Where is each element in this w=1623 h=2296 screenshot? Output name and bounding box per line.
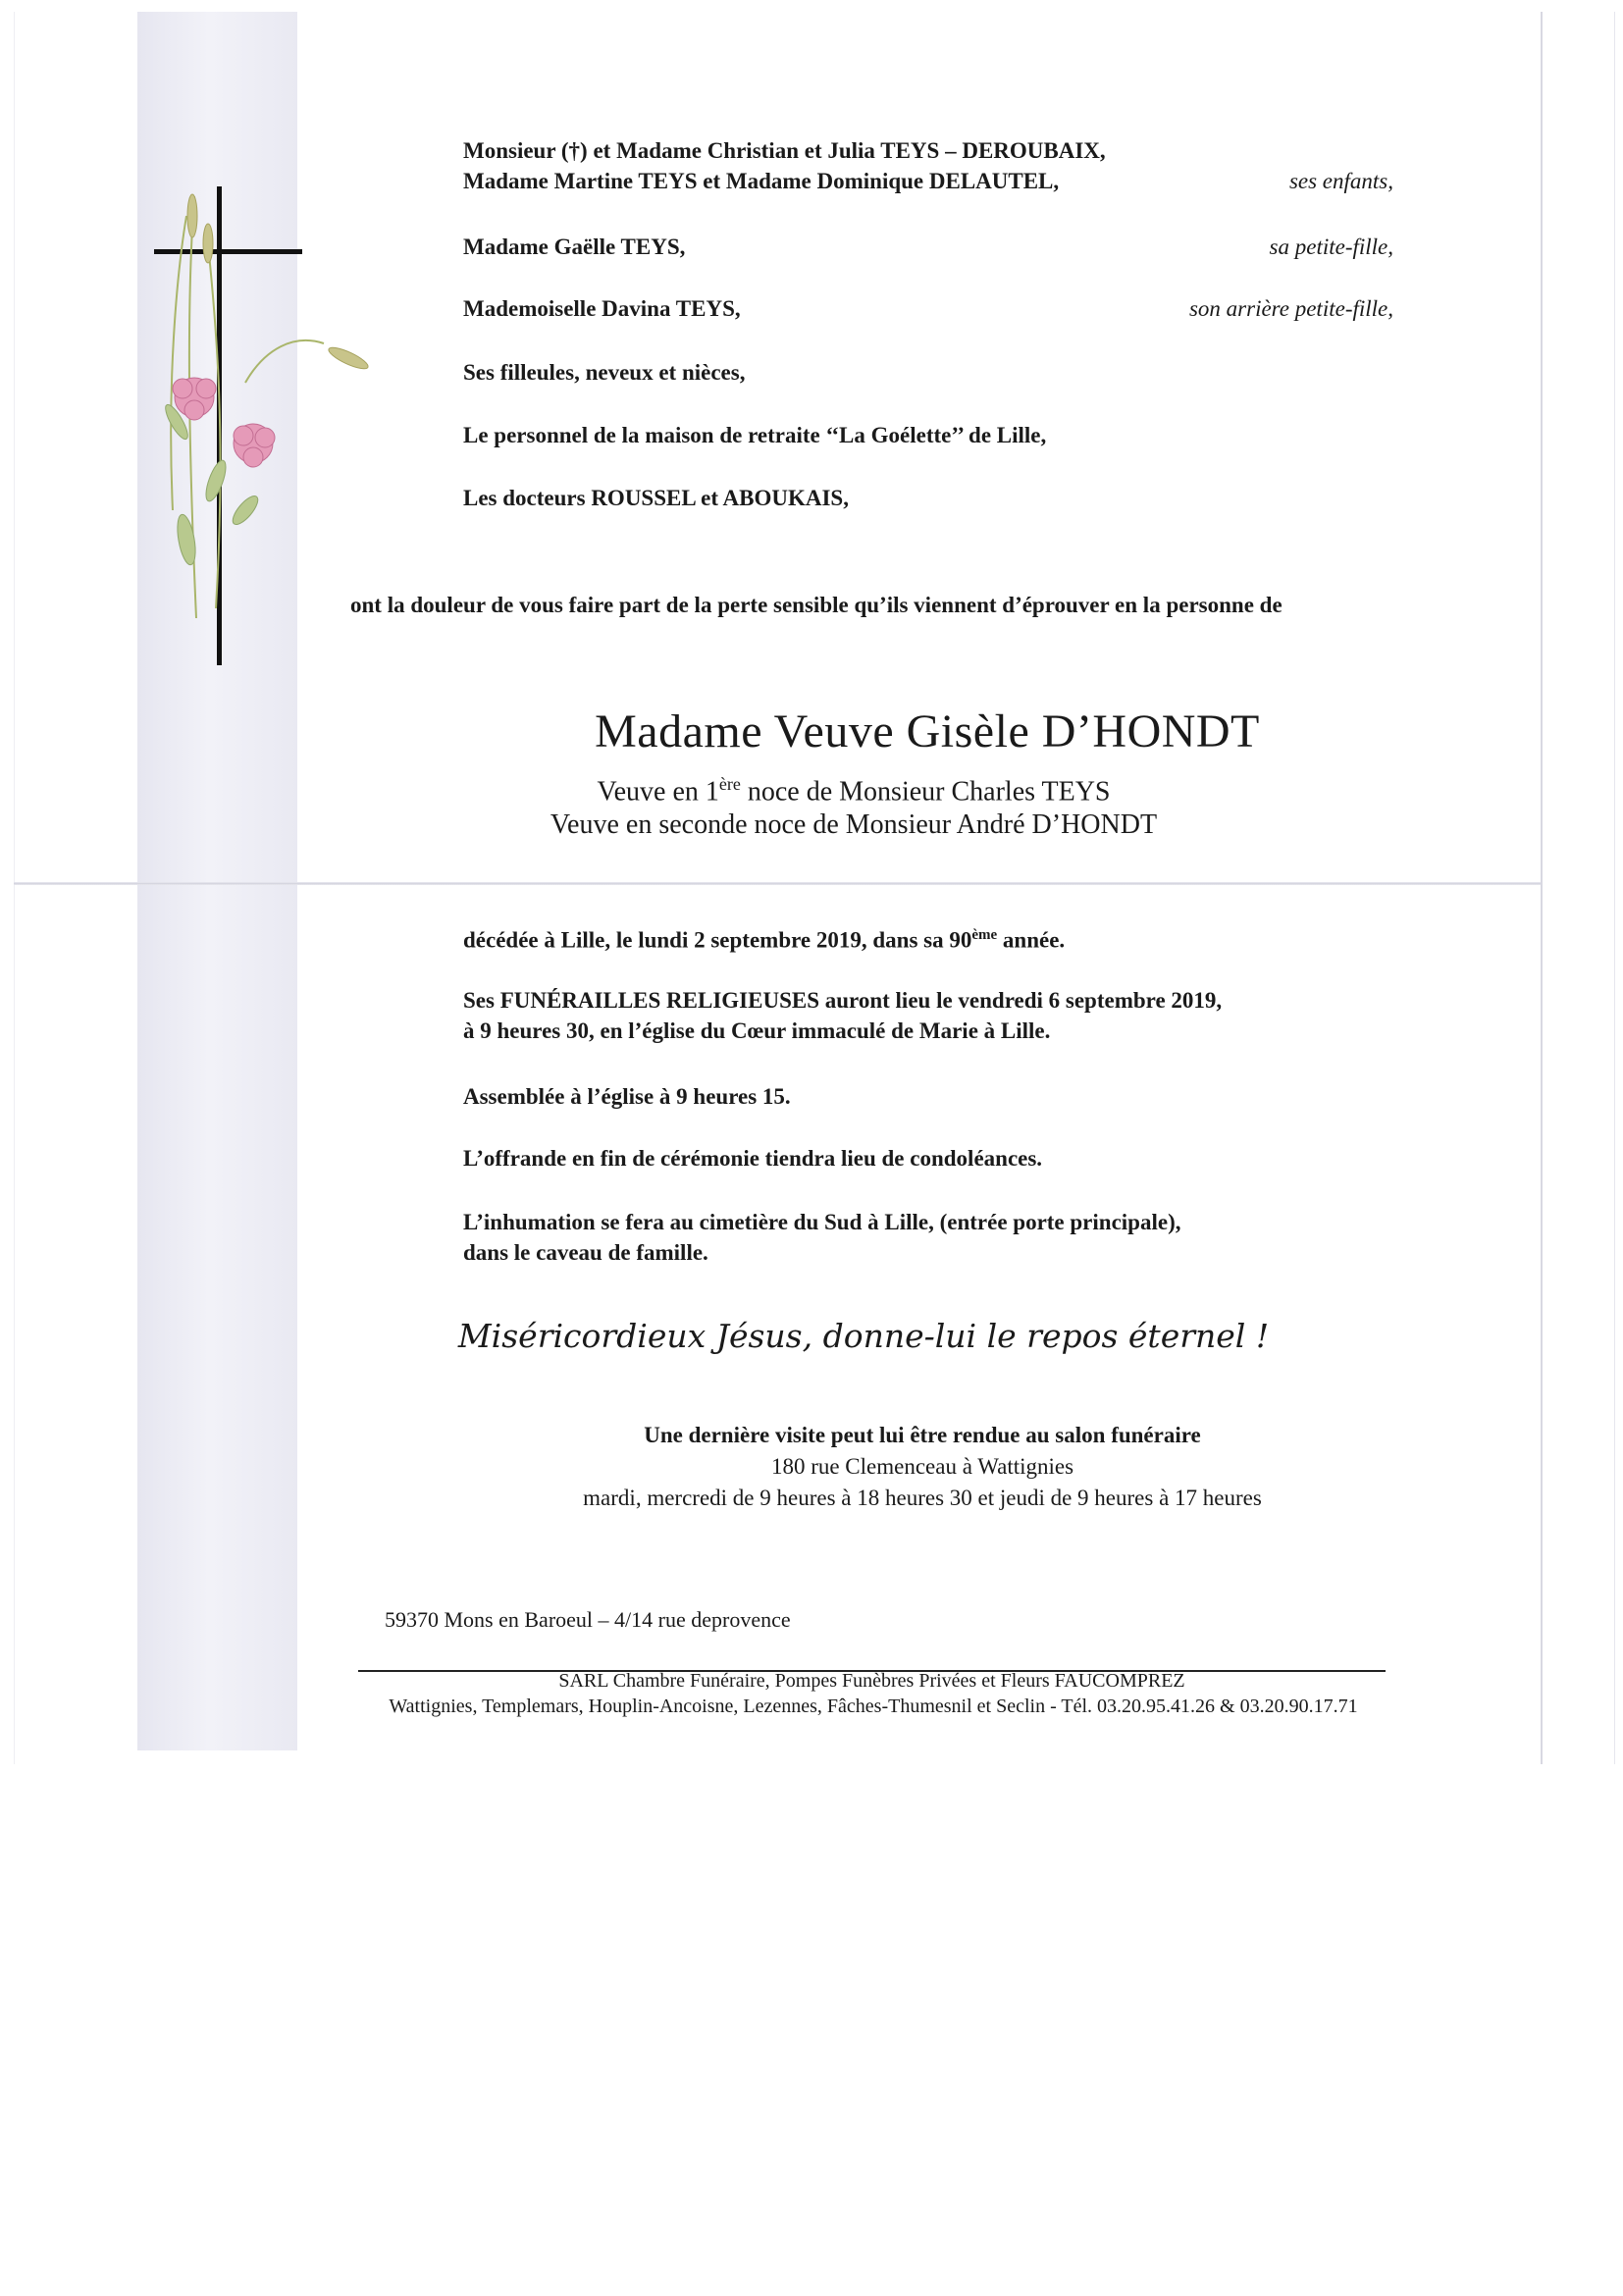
visit-line-1: Une dernière visite peut lui être rendue au salon funéraire <box>644 1423 1201 1447</box>
closing-prayer: Miséricordieux Jésus, donne-lui le repos éternel ! <box>457 1317 1270 1355</box>
wheat-ears-icon <box>187 194 370 373</box>
second-marriage-line: Veuve en seconde noce de Monsieur André D’HONDT <box>550 809 1158 840</box>
funeral-line-1: Ses FUNÉRAILLES RELIGIEUSES auront lieu le vendredi 6 septembre 2019, <box>463 988 1223 1013</box>
death-superscript: ème <box>971 927 998 943</box>
death-prefix: décédée à Lille, le lundi 2 septembre 2019, dans sa 90 <box>463 927 972 953</box>
first-marriage-suffix: noce de Monsieur Charles TEYS <box>740 776 1111 808</box>
relation-children: ses enfants, <box>1288 169 1393 193</box>
deceased-name: Madame Veuve Gisèle D’HONDT <box>595 705 1260 757</box>
family-line-children-2: Madame Martine TEYS et Madame Dominique DELAUTEL, <box>463 169 1060 193</box>
visit-hours: mardi, mercredi de 9 heures à 18 heures 30 et jeudi de 9 heures à 17 heures <box>583 1486 1262 1510</box>
relation-great-granddaughter: son arrière petite-fille, <box>1188 296 1393 321</box>
pink-carnation-icon <box>173 378 275 467</box>
death-suffix: année. <box>997 927 1066 953</box>
funeral-home-locations: Wattignies, Templemars, Houplin-Ancoisne, Lezennes, Fâches-Thumesnil et Seclin - Tél. 03.20.95.41.26 & 03.20.90.17.71 <box>389 1696 1358 1717</box>
funeral-home-address: 59370 Mons en Baroeul – 4/14 rue deprovence <box>385 1607 791 1632</box>
card-edge <box>1541 12 1543 1764</box>
flowers-illustration <box>147 186 422 648</box>
first-marriage-prefix: Veuve en 1 <box>597 776 719 808</box>
assembly-time: Assemblée à l’église à 9 heures 15. <box>463 1084 791 1109</box>
announcement-text: ont la douleur de vous faire part de la perte sensible qu’ils viennent d’éprouver en la personne de <box>350 593 1283 617</box>
offering-note: L’offrande en fin de cérémonie tiendra lieu de condoléances. <box>463 1146 1043 1171</box>
funeral-line-2: à 9 heures 30, en l’église du Cœur immaculé de Marie à Lille. <box>463 1018 1051 1043</box>
visit-address: 180 rue Clemenceau à Wattignies <box>770 1454 1074 1479</box>
family-line-staff: Le personnel de la maison de retraite ‘‘La Goélette’’ de Lille, <box>463 423 1047 447</box>
first-marriage-line <box>461 767 1246 809</box>
first-marriage-superscript: ère <box>718 774 741 794</box>
burial-line-2: dans le caveau de famille. <box>463 1240 708 1265</box>
family-line-granddaughter: Madame Gaëlle TEYS, <box>463 235 686 259</box>
relation-granddaughter: sa petite-fille, <box>1269 235 1393 259</box>
fold-line <box>14 882 1541 885</box>
funeral-home-name: SARL Chambre Funéraire, Pompes Funèbres Privées et Fleurs FAUCOMPREZ <box>558 1670 1185 1692</box>
death-notice <box>463 921 1065 955</box>
family-line-godchildren: Ses filleules, neveux et nièces, <box>463 360 746 385</box>
burial-line-1: L’inhumation se fera au cimetière du Sud à Lille, (entrée porte principale), <box>463 1210 1181 1234</box>
family-line-children-1: Monsieur (†) et Madame Christian et Julia TEYS – DEROUBAIX, <box>463 138 1106 163</box>
family-line-great-granddaughter: Mademoiselle Davina TEYS, <box>463 296 741 321</box>
family-line-doctors: Les docteurs ROUSSEL et ABOUKAIS, <box>463 486 849 510</box>
